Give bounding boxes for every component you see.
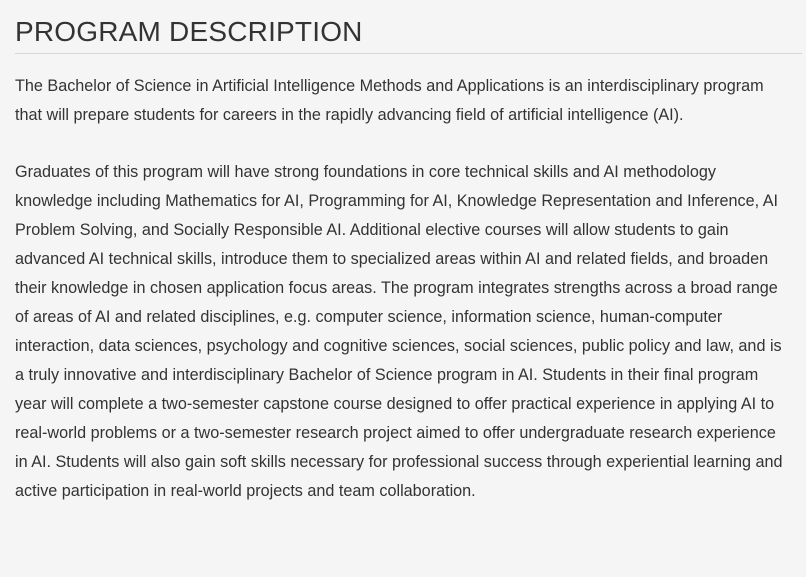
title-divider <box>15 53 802 54</box>
section-title: PROGRAM DESCRIPTION <box>15 16 363 47</box>
intro-paragraph: The Bachelor of Science in Artificial Intelligence Methods and Applications is an interdisciplinary program that will prepare students for careers in the rapidly advancing field of artificial intelligence (AI). <box>15 77 764 124</box>
details-paragraph: Graduates of this program will have strong foundations in core technical skills and AI methodology knowledge including Mathematics for AI, Programming for AI, Knowledge Representation and Inference, AI Problem Solving, and Socially Responsible AI. Additional elective courses will allow students to gain advanced AI technical skills, introduce them to specialized areas within AI and related fields, and broaden their knowledge in chosen application focus areas. The program integrates strengths across a broad range of areas of AI and related disciplines, e.g. computer science, information science, human-computer interaction, data sciences, psychology and cognitive sciences, social sciences, public policy and law, and is a truly innovative and interdisciplinary Bachelor of Science program in AI. Students in their final program year will complete a two-semester capstone course designed to offer practical experience in applying AI to real-world problems or a two-semester research project aimed to offer undergraduate research experience in AI. Students will also gain soft skills necessary for professional success through experiential learning and active participation in real-world projects and team collaboration. <box>15 163 783 500</box>
